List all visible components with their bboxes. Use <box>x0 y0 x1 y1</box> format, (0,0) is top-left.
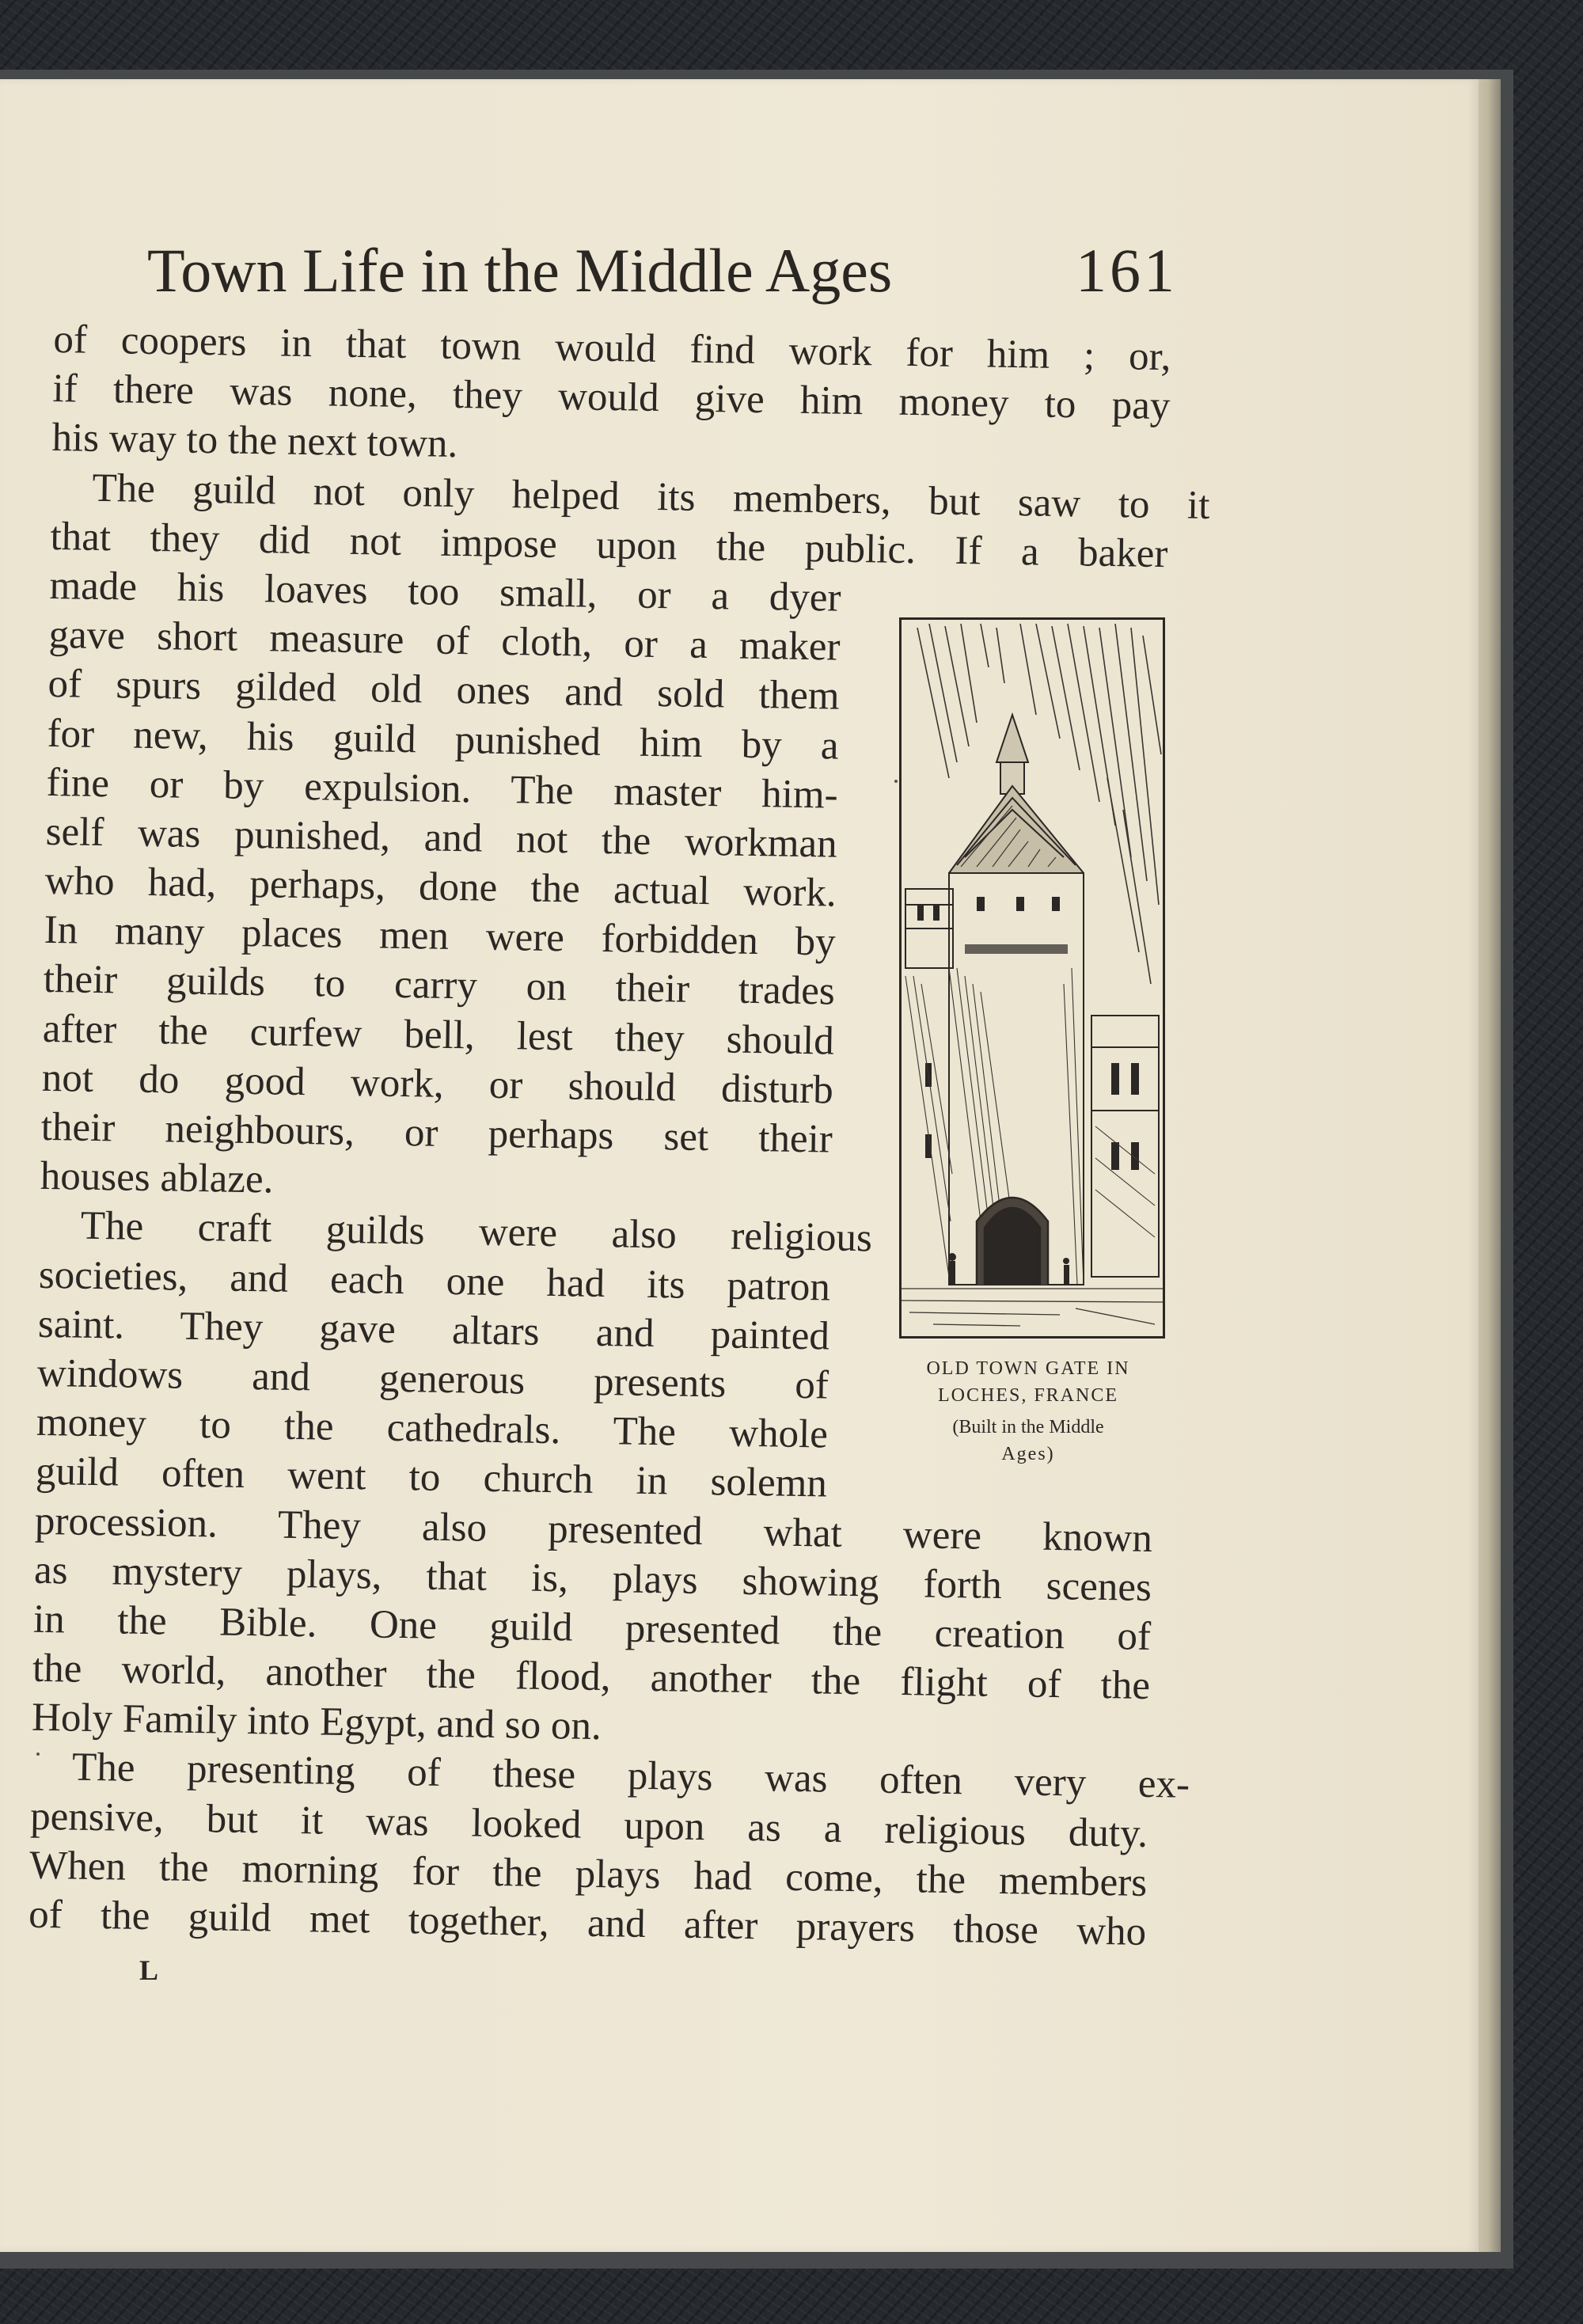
page-number: 161 <box>1076 236 1178 305</box>
text-line: The guild not only helped its members, but saw to it <box>92 465 1210 528</box>
caption-title-line: OLD TOWN GATE IN <box>926 1358 1130 1379</box>
text-line: the world, another the flood, another the flight of the <box>32 1646 1151 1709</box>
text-line: after the curfew bell, lest they should <box>42 1006 835 1064</box>
text-line: gave short measure of cloth, or a maker <box>48 613 841 670</box>
text-line: made his loaves too small, or a dyer <box>49 563 841 621</box>
text-line: self was punished, and not the workman <box>45 809 838 867</box>
text-line: his way to the next town. <box>51 416 458 467</box>
text-line: fine or by expulsion. The master him- <box>46 760 839 818</box>
caption-subtitle-line: (Built in the Middle <box>952 1417 1104 1437</box>
text-line: of coopers in that town would find work for him ; or, <box>53 317 1171 380</box>
print-speck <box>36 1752 40 1756</box>
text-line: money to the cathedrals. The whole <box>36 1399 829 1457</box>
text-line: In many places men were forbidden by <box>44 908 837 965</box>
paragraph-4 <box>28 1742 1190 1957</box>
text-line: societies, and each one had its patron <box>38 1252 831 1310</box>
text-line: Holy Family into Egypt, and so on. <box>31 1696 602 1749</box>
text-line: as mystery plays, that is, plays showing forth scenes <box>33 1547 1152 1610</box>
caption-title-line: LOCHES, FRANCE <box>937 1385 1119 1406</box>
paragraph-1 <box>51 315 1171 480</box>
text-line: their neighbours, or perhaps set their <box>40 1104 833 1162</box>
text-line: pensive, but it was looked upon as a religious duty. <box>29 1794 1148 1856</box>
figure <box>899 617 1168 1336</box>
signature-mark: L <box>139 1954 159 1986</box>
town-gate-engraving <box>902 620 1163 1336</box>
running-head: Town Life in the Middle Ages <box>147 236 893 305</box>
text-line: When the morning for the plays had come, the members <box>28 1843 1148 1905</box>
caption-subtitle-line: Ages) <box>1001 1444 1055 1464</box>
text-line: not do good work, or should disturb <box>41 1055 834 1113</box>
text-line: saint. They gave altars and painted <box>37 1301 830 1359</box>
text-line: for new, his guild punished him by a <box>47 711 840 769</box>
text-line: that they did not impose upon the public. If a baker <box>50 514 1168 576</box>
text-line: houses ablaze. <box>40 1154 274 1202</box>
text-line: who had, perhaps, done the actual work. <box>44 858 837 916</box>
figure-illustration <box>899 617 1165 1339</box>
text-line: The craft guilds were also religious <box>80 1204 873 1261</box>
text-line: windows and generous presents of <box>36 1350 829 1408</box>
text-line: if there was none, they would give him money to pay <box>52 366 1171 429</box>
figure-caption <box>885 1355 1171 1468</box>
text-line: procession. They also presented what were known <box>34 1498 1153 1561</box>
text-line: of spurs gilded old ones and sold them <box>47 662 840 719</box>
text-line: guild often went to church in solemn <box>35 1449 828 1506</box>
print-speck <box>894 780 898 783</box>
text-line: The presenting of these plays was often very ex- <box>71 1745 1190 1808</box>
text-line: in the Bible. One guild presented the creation of <box>32 1597 1152 1659</box>
text-line: of the guild met together, and after prayers those who <box>28 1892 1147 1954</box>
text-line: their guilds to carry on their trades <box>43 957 836 1015</box>
